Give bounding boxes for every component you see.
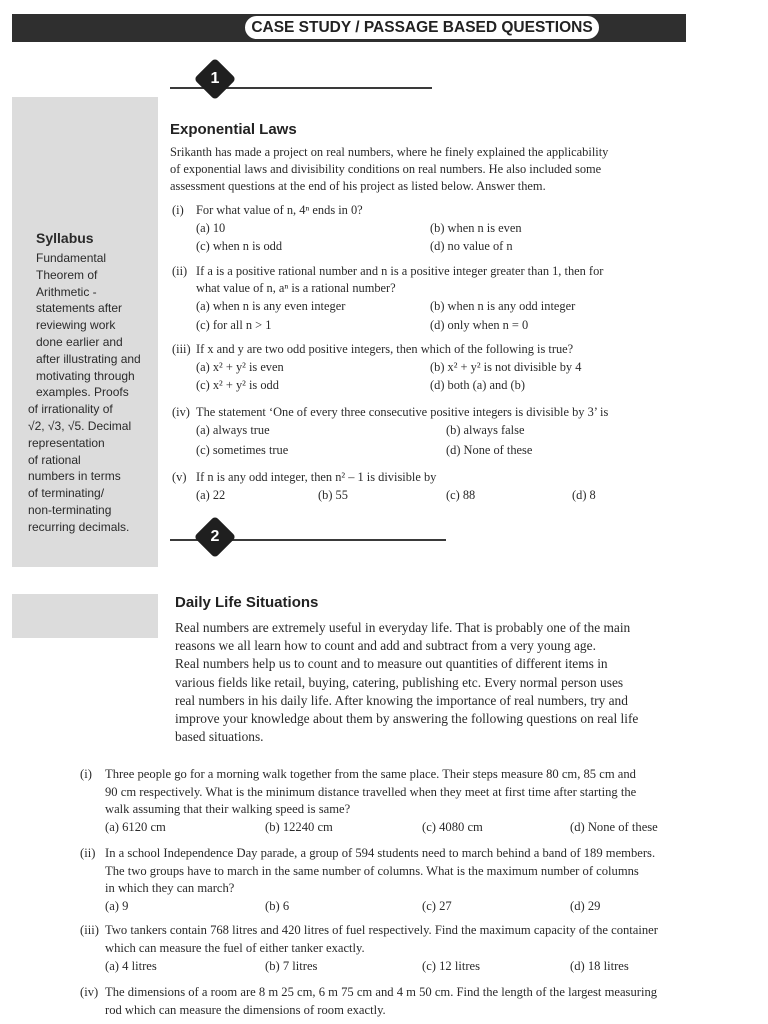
case2-q4-number: (iv) [80, 985, 99, 999]
case2-intro-line: Real numbers help us to count and to measure out quantities of different items in [175, 656, 608, 672]
syllabus-line: non-terminating [28, 502, 112, 517]
case2-title: Daily Life Situations [175, 594, 319, 611]
case2-q3-number: (iii) [80, 923, 99, 937]
case2-q1-option-a: (a) 6120 cm [105, 820, 166, 834]
case2-q1-line: Three people go for a morning walk together from the same place. Their steps measure 80 cm, 85 cm and [105, 767, 636, 781]
syllabus-line: Arithmetic - [36, 284, 97, 299]
case1-q3-number: (iii) [172, 342, 191, 356]
case1-q4-number: (iv) [172, 405, 190, 419]
syllabus-line: motivating through [36, 368, 135, 383]
case1-intro-line: Srikanth has made a project on real numbers, where he finely explained the applicability [170, 145, 609, 159]
syllabus-line: of terminating/ [28, 486, 105, 501]
case1-q4-option-a: (a) always true [196, 423, 270, 437]
case1-q3-option-d: (d) both (a) and (b) [430, 378, 525, 392]
case2-q1-text [105, 766, 725, 819]
case1-q2-option-b: (b) when n is any odd integer [430, 299, 576, 313]
case2-intro-line: reasons we all learn how to count and add and subtract from a very young age. [175, 638, 596, 654]
case2-number: 2 [210, 528, 220, 545]
case1-intro-line: assessment questions at the end of his project as listed below. Answer them. [170, 179, 546, 193]
case1-q4-option-b: (b) always false [446, 423, 525, 437]
syllabus-line: examples. Proofs [36, 385, 129, 400]
case1-intro [170, 144, 690, 195]
case2-intro-line: real numbers in his daily life. After knowing the importance of real numbers, try and [175, 692, 628, 708]
case2-q2-text [105, 845, 725, 898]
case1-q2-text: what value of n, aⁿ is a rational number? [196, 281, 396, 295]
case2-q3-text [105, 922, 725, 957]
case2-q3-option-a: (a) 4 litres [105, 959, 157, 973]
case1-q5-option-b: (b) 55 [318, 488, 348, 502]
case2-intro-line: various fields like retail, buying, catering, publishing etc. Every normal person uses [175, 674, 624, 690]
case2-q1-option-b: (b) 12240 cm [265, 820, 333, 834]
case2-q2-line: In a school Independence Day parade, a group of 594 students need to march behind a band of 189 members. [105, 846, 656, 860]
case2-q1-option-d: (d) None of these [570, 820, 658, 834]
case1-q2-option-c: (c) for all n > 1 [196, 318, 272, 332]
case1-q5-option-d: (d) 8 [572, 488, 596, 502]
case2-q2-line: The two groups have to march in the same number of columns. What is the maximum number of columns [105, 863, 639, 878]
case2-intro [175, 619, 718, 746]
syllabus-line: of irrationality of [28, 402, 113, 417]
case1-q1-option-d: (d) no value of n [430, 239, 513, 253]
syllabus-line: after illustrating and [36, 351, 141, 366]
case2-q2-option-c: (c) 27 [422, 899, 452, 913]
case2-q3-option-b: (b) 7 litres [265, 959, 318, 973]
case1-q5-option-a: (a) 22 [196, 488, 226, 502]
case2-q1-option-c: (c) 4080 cm [422, 820, 483, 834]
syllabus-line: √2, √3, √5. Decimal [28, 418, 132, 433]
case1-q5-text: If n is any odd integer, then n² – 1 is divisible by [196, 470, 437, 484]
syllabus-line: done earlier and [36, 334, 123, 349]
case1-q5-number: (v) [172, 470, 187, 484]
case2-q1-line: walk assuming that their walking speed is same? [105, 802, 351, 816]
syllabus-line: reviewing work [36, 318, 116, 333]
case1-q1-text: For what value of n, 4ⁿ ends in 0? [196, 203, 363, 217]
syllabus-line: statements after [36, 301, 123, 316]
case2-intro-line: Real numbers are extremely useful in everyday life. That is probably one of the main [175, 620, 631, 635]
case1-q1-option-c: (c) when n is odd [196, 239, 283, 253]
case2-side-band [12, 594, 158, 638]
syllabus-line: numbers in terms [28, 469, 121, 484]
case1-q2-number: (ii) [172, 264, 188, 278]
case1-q3-option-c: (c) x² + y² is odd [196, 378, 279, 392]
case1-q2-option-a: (a) when n is any even integer [196, 299, 346, 313]
syllabus-line: recurring decimals. [28, 519, 130, 534]
case2-q4-text [105, 984, 725, 1019]
case2-q3-line: which can measure the fuel of either tanker exactly. [105, 940, 365, 955]
case1-number: 1 [210, 70, 220, 87]
case1-q5-option-c: (c) 88 [446, 488, 476, 502]
case2-q2-option-a: (a) 9 [105, 899, 129, 913]
case1-q1-option-a: (a) 10 [196, 221, 226, 235]
case2-q3-option-d: (d) 18 litres [570, 959, 629, 973]
syllabus-line: Theorem of [36, 267, 98, 282]
case1-q2-option-d: (d) only when n = 0 [430, 318, 529, 332]
case2-intro-line: improve your knowledge about them by answering the following questions on real life [175, 711, 639, 727]
syllabus-text [28, 250, 156, 536]
case2-q4-line: rod which can measure the dimensions of room exactly. [105, 1002, 386, 1017]
case1-q4-text: The statement ‘One of every three consecutive positive integers is divisible by 3’ is [196, 405, 609, 419]
case1-title: Exponential Laws [170, 121, 297, 138]
case2-q1-number: (i) [80, 767, 92, 781]
case1-q2-text: If a is a positive rational number and n is a positive integer greater than 1, then for [196, 264, 604, 278]
case2-q3-line: Two tankers contain 768 litres and 420 litres of fuel respectively. Find the maximum capacity of the container [105, 923, 658, 937]
syllabus-line: of rational [28, 452, 81, 467]
case2-q2-option-b: (b) 6 [265, 899, 290, 913]
page-title: CASE STUDY / PASSAGE BASED QUESTIONS [244, 15, 600, 40]
case1-q3-option-b: (b) x² + y² is not divisible by 4 [430, 360, 582, 374]
syllabus-line: representation [28, 435, 105, 450]
case1-q1-option-b: (b) when n is even [430, 221, 522, 235]
syllabus-title: Syllabus [36, 230, 94, 246]
case2-q2-line: in which they can march? [105, 881, 235, 895]
syllabus-line: Fundamental [36, 251, 107, 265]
case2-q1-line: 90 cm respectively. What is the minimum distance travelled when they meet at first time after starting the [105, 784, 637, 799]
case2-q3-option-c: (c) 12 litres [422, 959, 481, 973]
case2-q2-option-d: (d) 29 [570, 899, 601, 913]
case1-q3-option-a: (a) x² + y² is even [196, 360, 284, 374]
case1-intro-line: of exponential laws and divisibility conditions on real numbers. He also included some [170, 162, 602, 176]
case2-intro-line: based situations. [175, 729, 264, 745]
case1-q3-text: If x and y are two odd positive integers, then which of the following is true? [196, 342, 574, 356]
case2-q2-number: (ii) [80, 846, 96, 860]
case1-q1-number: (i) [172, 203, 184, 217]
case1-q4-option-d: (d) None of these [446, 443, 533, 457]
case1-q4-option-c: (c) sometimes true [196, 443, 289, 457]
case2-q4-line: The dimensions of a room are 8 m 25 cm, 6 m 75 cm and 4 m 50 cm. Find the length of the largest measuring [105, 985, 658, 999]
